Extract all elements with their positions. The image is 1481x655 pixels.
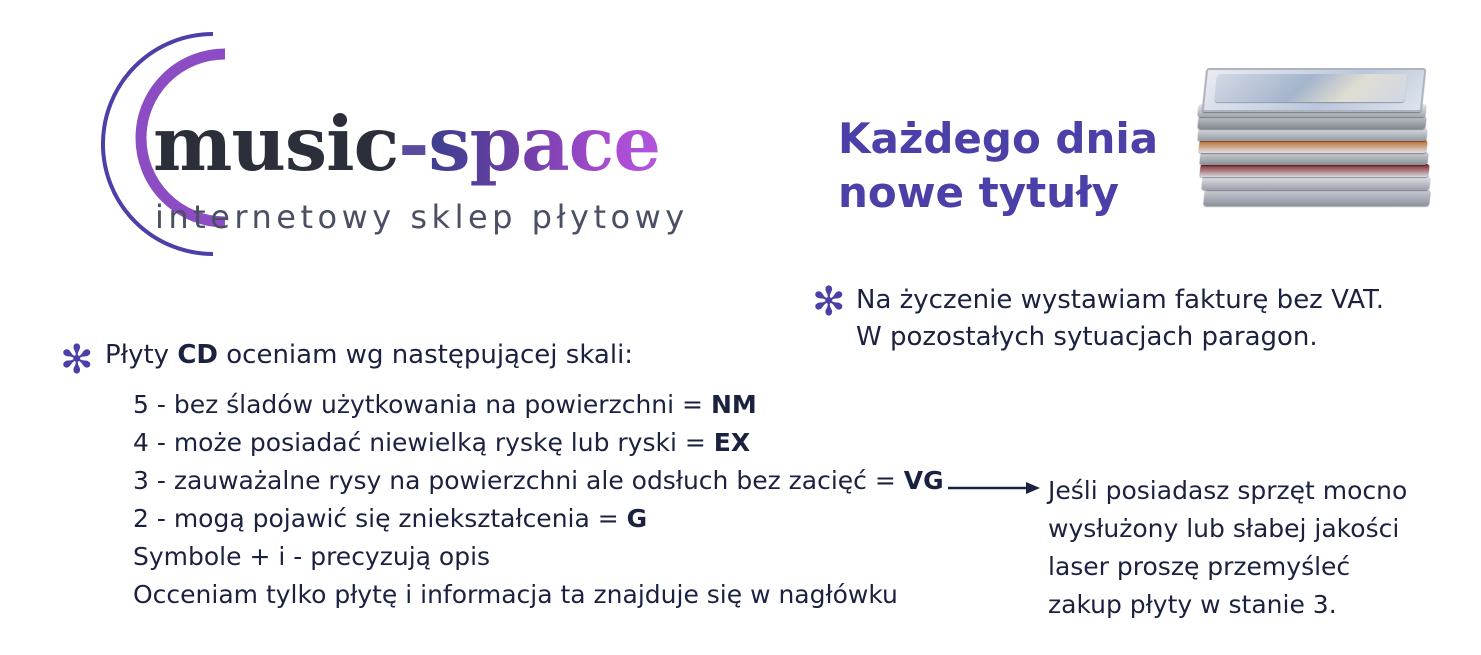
grading-line [133, 500, 960, 538]
grading-line [133, 424, 960, 462]
logo-word-space: space [428, 100, 661, 188]
cd-case [1199, 164, 1429, 177]
grading-list [133, 386, 960, 614]
grading-heading-prefix: Płyty [105, 340, 178, 370]
logo-subtitle: internetowy sklep płytowy [155, 198, 689, 236]
grading-heading-suffix: oceniam wg następującej skali: [217, 340, 634, 370]
shop-logo [75, 20, 775, 260]
grading-line [133, 462, 960, 500]
grading-line-text: Occeniam tylko płytę i informacja ta znajduje się w nagłówku [133, 580, 898, 609]
advice-line-4: zakup płyty w stanie 3. [1048, 590, 1337, 619]
grading-line-grade: NM [710, 390, 757, 419]
cd-case-top-inlay [1215, 74, 1408, 102]
arrow-right-icon [948, 478, 1040, 498]
slogan [838, 112, 1158, 220]
cd-case [1203, 190, 1431, 206]
asterisk-icon: ✻ [60, 337, 94, 383]
advice-line-2: wysłużony lub słabej jakości [1048, 514, 1400, 543]
advice-line-3: laser proszę przemyśleć [1048, 552, 1351, 581]
slogan-line-1: Każdego dnia [838, 114, 1159, 163]
grading-line-text: 2 - mogą pojawić się zniekształcenia = [133, 504, 627, 533]
vat-note-line-1: Na życzenie wystawiam fakturę bez VAT. [856, 285, 1385, 315]
cd-case [1199, 152, 1428, 165]
cd-stack-image [1190, 60, 1440, 235]
cd-case [1198, 140, 1427, 153]
advice-text [1048, 472, 1448, 624]
logo-word-dash: - [398, 100, 429, 188]
grading-line-text: 3 - zauważalne rysy na powierzchni ale odsłuch bez zacięć = [133, 466, 904, 495]
logo-wordmark [153, 100, 660, 188]
grading-scale-block [60, 337, 960, 614]
cd-case [1201, 176, 1430, 190]
logo-word-music: music [153, 100, 399, 188]
grading-line [133, 576, 960, 614]
asterisk-icon: ✻ [812, 279, 846, 325]
grading-line-grade: G [626, 504, 648, 533]
slogan-line-2: nowe tytuły [838, 167, 1120, 217]
grading-line-text: 5 - bez śladów użytkowania na powierzchni = [133, 390, 711, 419]
advice-line-1: Jeśli posiadasz sprzęt mocno [1048, 476, 1408, 505]
grading-heading [105, 340, 960, 370]
grading-line-text: 4 - może posiadać niewielką ryskę lub ryski = [133, 428, 714, 457]
vat-note-line-2: W pozostałych sytuacjach paragon. [856, 321, 1318, 352]
grading-line-grade: EX [713, 428, 751, 457]
grading-line [133, 386, 960, 424]
grading-line-text: Symbole + i - precyzują opis [133, 542, 491, 571]
cd-case [1197, 116, 1426, 129]
cd-case [1197, 128, 1427, 141]
grading-line-grade: VG [903, 466, 944, 495]
grading-heading-bold: CD [177, 340, 218, 370]
grading-line [133, 538, 960, 576]
